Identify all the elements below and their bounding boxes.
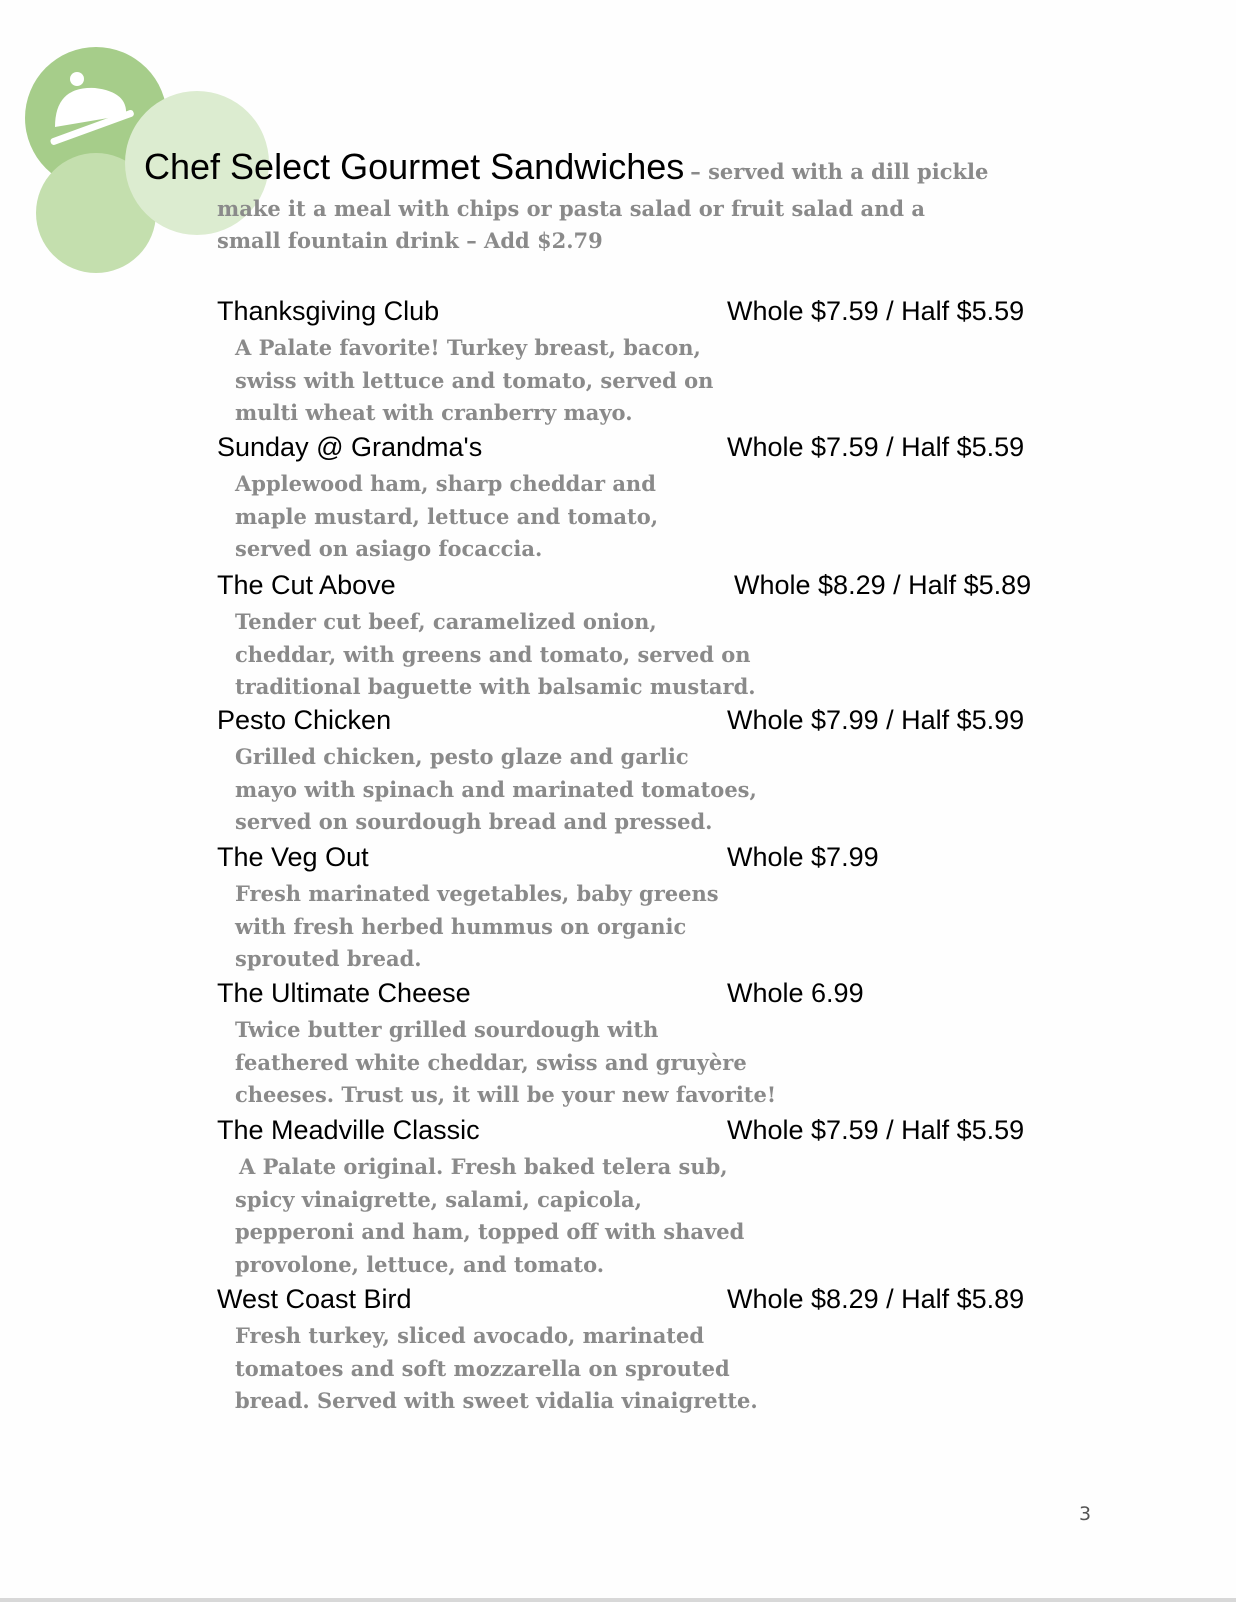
item-description	[235, 606, 756, 704]
item-name: West Coast Bird	[217, 1284, 412, 1314]
description-line: spicy vinaigrette, salami, capicola,	[235, 1186, 642, 1212]
description-line: Applewood ham, sharp cheddar and	[235, 471, 656, 496]
description-line: Tender cut beef, caramelized onion,	[235, 609, 657, 634]
item-price: Whole 6.99	[727, 978, 864, 1008]
description-line: A Palate original. Fresh baked telera sub,	[239, 1154, 728, 1179]
description-line: pepperoni and ham, topped off with shaved	[235, 1219, 745, 1244]
description-line: with fresh herbed hummus on organic	[235, 913, 687, 939]
item-name: Thanksgiving Club	[217, 296, 440, 326]
item-price: Whole $7.59 / Half $5.59	[727, 432, 1025, 462]
description-line: traditional baguette with balsamic mustard.	[235, 674, 756, 699]
item-price: Whole $7.59 / Half $5.59	[727, 296, 1025, 326]
page-number: 3	[1079, 1503, 1092, 1525]
description-line: Twice butter grilled sourdough with	[235, 1017, 659, 1042]
description-line: served on asiago focaccia.	[235, 536, 543, 561]
item-price: Whole $8.29 / Half $5.89	[727, 1284, 1025, 1314]
item-description	[235, 741, 757, 839]
item-description	[235, 1151, 744, 1281]
item-description	[235, 878, 719, 976]
item-description	[235, 468, 658, 566]
page-title: Chef Select Gourmet Sandwiches	[144, 146, 685, 187]
item-description	[235, 332, 713, 430]
meal-note-line: small fountain drink – Add $2.79	[217, 228, 603, 253]
description-line: sprouted bread.	[235, 946, 422, 971]
description-line: cheeses. Trust us, it will be your new favorite!	[235, 1082, 777, 1107]
meal-note	[217, 193, 937, 257]
item-description	[235, 1320, 758, 1418]
item-price: Whole $7.99	[727, 842, 879, 872]
item-name: The Ultimate Cheese	[217, 978, 471, 1008]
item-name: The Veg Out	[217, 842, 369, 872]
description-line: served on sourdough bread and pressed.	[235, 809, 713, 834]
item-name: Pesto Chicken	[217, 705, 392, 735]
description-line: maple mustard, lettuce and tomato,	[235, 503, 659, 529]
item-description	[235, 1014, 776, 1112]
item-price: Whole $7.59 / Half $5.59	[727, 1115, 1025, 1145]
item-name: The Meadville Classic	[217, 1115, 480, 1145]
item-name: Sunday @ Grandma's	[217, 432, 483, 462]
description-line: cheddar, with greens and tomato, served on	[235, 641, 751, 667]
description-line: provolone, lettuce, and tomato.	[235, 1251, 605, 1277]
item-price: Whole $8.29 / Half $5.89	[734, 570, 1032, 600]
meal-note-line: make it a meal with chips or pasta salad or fruit salad and a	[217, 196, 925, 221]
description-line: bread. Served with sweet vidalia vinaigrette.	[235, 1388, 758, 1413]
header	[144, 146, 988, 188]
page-bottom-edge	[0, 1598, 1236, 1602]
description-line: Fresh marinated vegetables, baby greens	[235, 881, 719, 906]
description-line: Grilled chicken, pesto glaze and garlic	[235, 744, 689, 769]
page-subtitle: – served with a dill pickle	[690, 159, 989, 184]
description-line: multi wheat with cranberry mayo.	[235, 400, 633, 425]
description-line: tomatoes and soft mozzarella on sprouted	[235, 1355, 730, 1381]
description-line: A Palate favorite! Turkey breast, bacon,	[235, 335, 701, 360]
item-price: Whole $7.99 / Half $5.99	[727, 705, 1025, 735]
description-line: mayo with spinach and marinated tomatoes,	[235, 776, 757, 802]
description-line: Fresh turkey, sliced avocado, marinated	[235, 1323, 705, 1348]
item-name: The Cut Above	[217, 570, 396, 600]
description-line: feathered white cheddar, swiss and gruyère	[235, 1049, 747, 1075]
description-line: swiss with lettuce and tomato, served on	[235, 367, 714, 393]
